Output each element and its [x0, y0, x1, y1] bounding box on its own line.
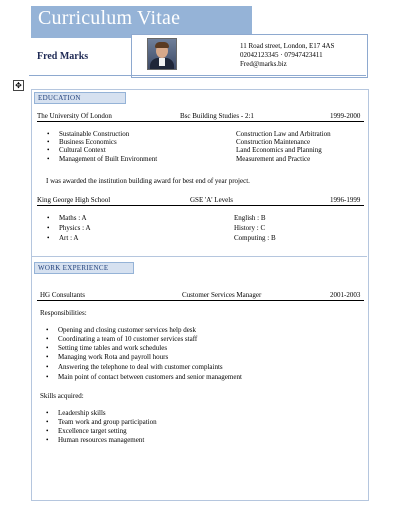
university-rule [37, 121, 364, 122]
module-item: • Business Economics [59, 138, 117, 146]
employer-rule [37, 300, 364, 301]
move-handle-icon[interactable]: ✥ [13, 80, 24, 91]
module-item: • Sustainable Construction [59, 130, 129, 138]
contact-address: 11 Road street, London, E17 4AS [240, 42, 335, 50]
module-item: Construction Maintenance [236, 138, 311, 146]
school-years: 1996-1999 [330, 196, 361, 204]
university-name: The University Of London [37, 112, 112, 120]
job-title: Customer Services Manager [182, 291, 262, 299]
education-heading: EDUCATION [34, 92, 126, 104]
candidate-name: Fred Marks [37, 51, 89, 62]
school-name: King George High School [37, 196, 111, 204]
employer-name: HG Consultants [40, 291, 85, 299]
grade-item: • Art : A [59, 234, 78, 242]
school-qualification: GSE 'A' Levels [190, 196, 233, 204]
module-item: • Cultural Context [59, 146, 106, 154]
grade-item: • Physics : A [59, 224, 91, 232]
profile-photo [147, 38, 177, 70]
skill-item: • Human resources management [58, 436, 144, 444]
responsibility-item: • Opening and closing customer services help desk [58, 326, 196, 334]
responsibility-item: • Managing work Rota and payroll hours [58, 353, 168, 361]
grade-item: • Maths : A [59, 214, 87, 222]
responsibilities-label: Responsibilities: [40, 309, 87, 317]
grade-item: English : B [234, 214, 266, 222]
job-years: 2001-2003 [330, 291, 361, 299]
grade-item: Computing : B [234, 234, 276, 242]
grade-item: History : C [234, 224, 266, 232]
university-years: 1999-2000 [330, 112, 361, 120]
skill-item: • Leadership skills [58, 409, 106, 417]
responsibility-item: • Answering the telephone to deal with customer complaints [58, 363, 223, 371]
contact-phone: 02042123345 · 07947423411 [240, 51, 323, 59]
work-experience-heading: WORK EXPERIENCE [34, 262, 134, 274]
module-item: Land Economics and Planning [236, 146, 322, 154]
school-rule [37, 205, 364, 206]
module-item: • Management of Built Environment [59, 155, 157, 163]
award-note: I was awarded the institution building award for best end of year project. [46, 177, 250, 185]
section-divider [32, 256, 367, 257]
responsibility-item: • Main point of contact between customers and senior management [58, 373, 242, 381]
university-degree: Bsc Building Studies - 2:1 [180, 112, 254, 120]
document-title: Curriculum Vitae [38, 7, 181, 29]
skills-label: Skills acquired: [40, 392, 84, 400]
skill-item: • Excellence target setting [58, 427, 127, 435]
header-divider [29, 75, 366, 76]
module-item: Construction Law and Arbitration [236, 130, 331, 138]
module-item: Measurement and Practice [236, 155, 311, 163]
skill-item: • Team work and group participation [58, 418, 157, 426]
responsibility-item: • Coordinating a team of 10 customer services staff [58, 335, 197, 343]
contact-email[interactable]: Fred@marks.biz [240, 60, 287, 68]
responsibility-item: • Setting time tables and work schedules [58, 344, 167, 352]
